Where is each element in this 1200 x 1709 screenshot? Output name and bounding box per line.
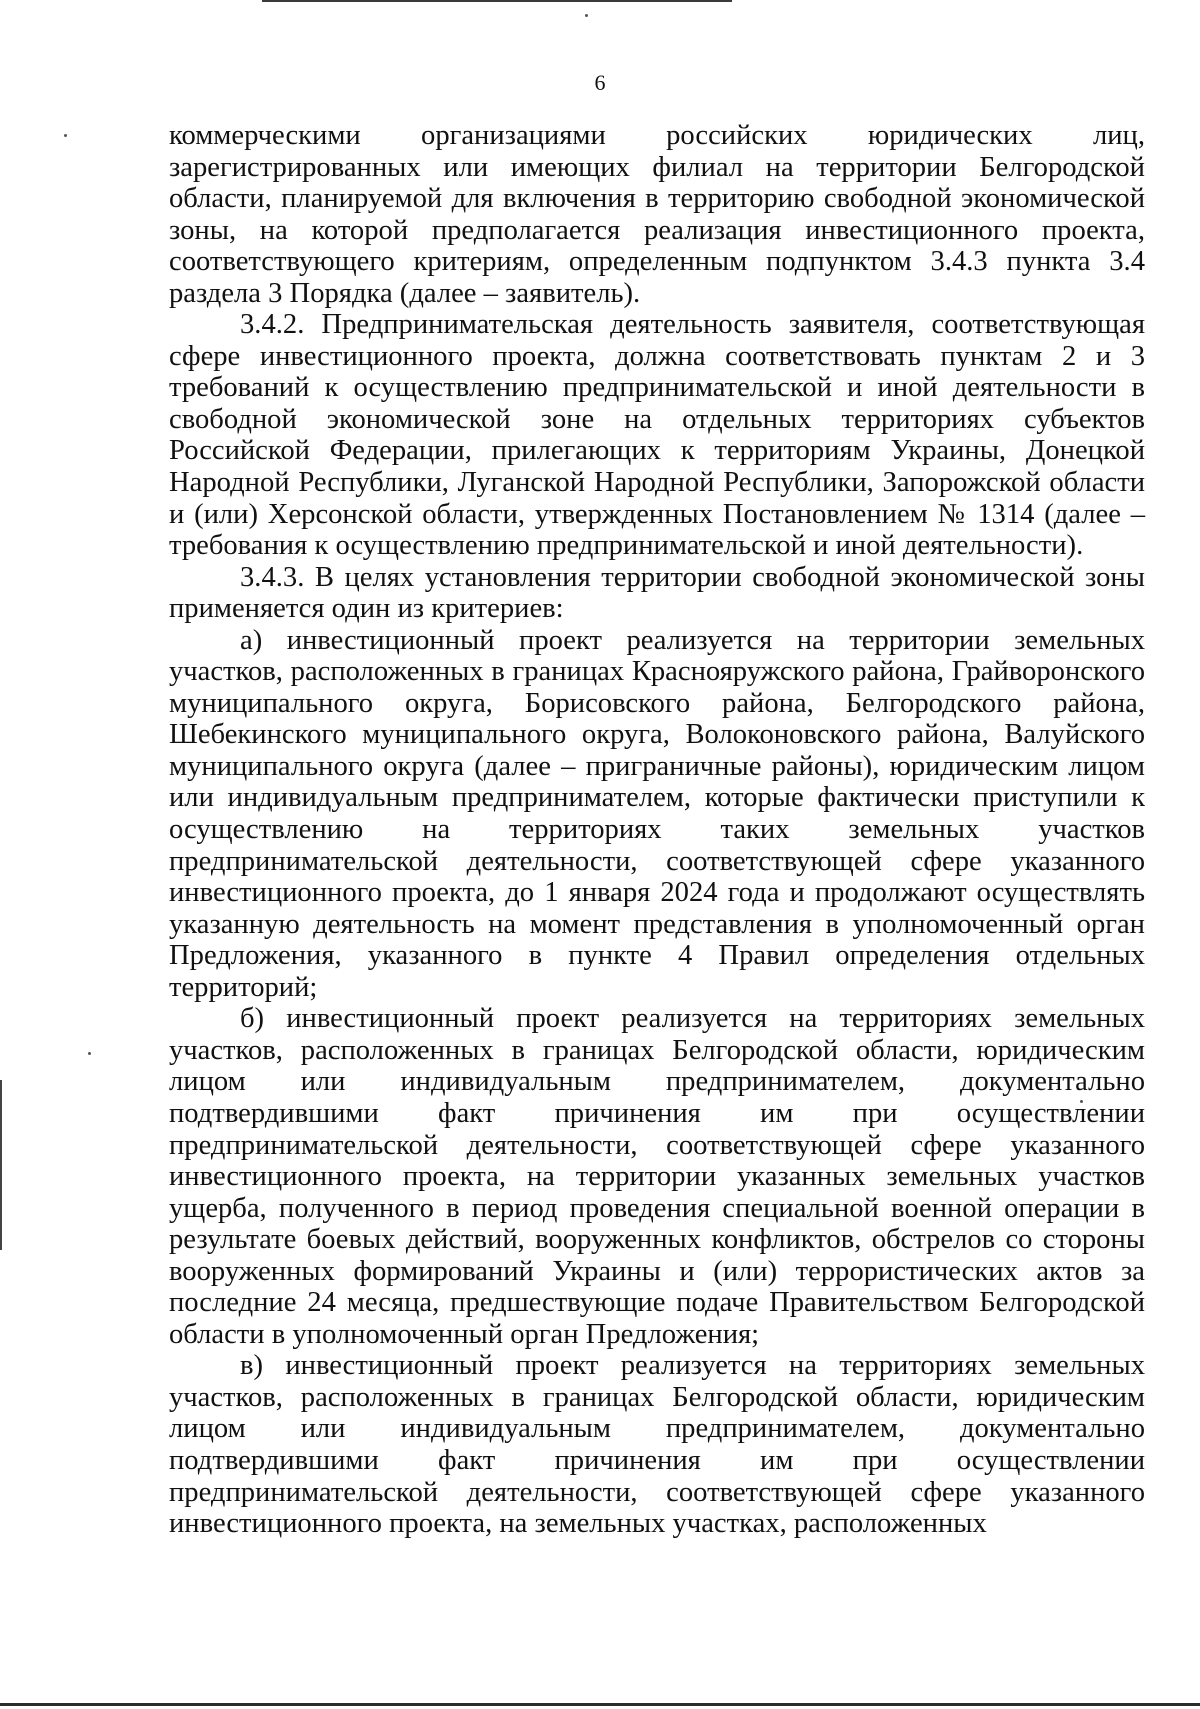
criterion-a: а) инвестиционный проект реализуется на территории земельных участков, расположенных в границах Краснояружского района, Грайворонского муниципального округа, Борисовского района, Белгородского района, Шебекинского муниципального округа, Волоконовского района, Валуйского муниципального округа (далее – приграничные районы), юридическим лицом или индивидуальным предпринимателем, которые фактически приступили к осуществлению на территориях таких земельных участков предпринимательской деятельности, соответствующей сфере указанного инвестиционного проекта, до 1 января 2024 года и продолжают осуществлять указанную деятельность на момент представления в уполномоченный орган Предложения, указанного в пункте 4 Правил определения отдельных территорий;: [169, 624, 1145, 1003]
page-number: 6: [594, 70, 606, 95]
document-body: [169, 120, 1145, 1540]
paragraph-3-4-3: 3.4.3. В целях установления территории свободной экономической зоны применяется один из критериев:: [169, 561, 1145, 625]
paragraph-applicant-definition: коммерческими организациями российских юридических лиц, зарегистрированных или имеющих филиал на территории Белгородской области, планируемой для включения в территорию свободной экономической зоны, на которой предполагается реализация инвестиционного проекта, соответствующего критериям, определенным подпунктом 3.4.3 пункта 3.4 раздела 3 Порядка (далее – заявитель).: [169, 120, 1145, 309]
scan-speck: [64, 134, 67, 137]
scan-bottom-edge: [0, 1703, 1200, 1706]
scan-top-edge: [262, 0, 732, 2]
paragraph-3-4-2: 3.4.2. Предпринимательская деятельность заявителя, соответствующая сфере инвестиционного проекта, должна соответствовать пунктам 2 и 3 требований к осуществлению предпринимательской и иной деятельности в свободной экономической зоне на отдельных территориях субъектов Российской Федерации, прилегающих к территориям Украины, Донецкой Народной Республики, Луганской Народной Республики, Запорожской области и (или) Херсонской области, утвержденных Постановлением № 1314 (далее – требования к осуществлению предпринимательской и иной деятельности).: [169, 309, 1145, 562]
scan-left-mark: [0, 1080, 2, 1250]
criterion-b: б) инвестиционный проект реализуется на территориях земельных участков, расположенных в границах Белгородской области, юридическим лицом или индивидуальным предпринимателем, документально подтвердившими факт причинения им при осуществлении предпринимательской деятельности, соответствующей сфере указанного инвестиционного проекта, на территории указанных земельных участков ущерба, полученного в период проведения специальной военной операции в результате боевых действий, вооруженных конфликтов, обстрелов со стороны вооруженных формирований Украины и (или) террористических актов за последние 24 месяца, предшествующие подаче Правительством Белгородской области в уполномоченный орган Предложения;: [169, 1003, 1145, 1350]
criterion-c: в) инвестиционный проект реализуется на территориях земельных участков, расположенных в границах Белгородской области, юридическим лицом или индивидуальным предпринимателем, документально подтвердившими факт причинения им при осуществлении предпринимательской деятельности, соответствующей сфере указанного инвестиционного проекта, на земельных участках, расположенных: [169, 1350, 1145, 1540]
scan-speck: [88, 1052, 91, 1055]
scan-speck: [585, 14, 588, 17]
